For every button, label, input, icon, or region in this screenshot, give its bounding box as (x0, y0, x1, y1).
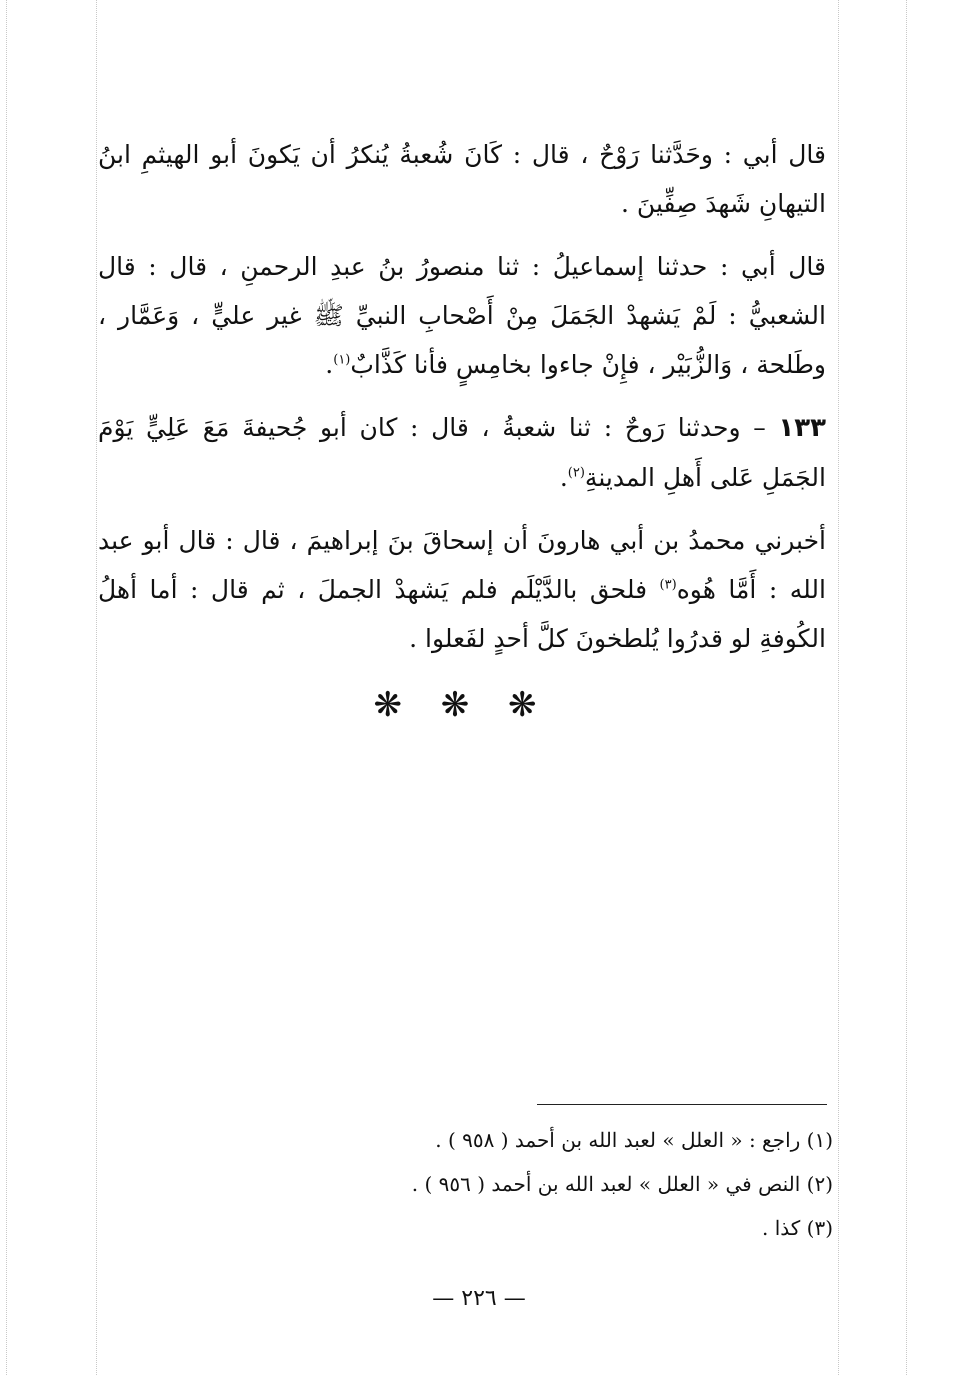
paragraph-3 (98, 403, 826, 502)
footnote-reference: (٣) (659, 577, 677, 593)
page-body (98, 130, 826, 725)
scan-margin-line (6, 0, 7, 1375)
footnote-3: (٣) كذا . (761, 1216, 833, 1240)
footnotes (300, 1118, 833, 1250)
paragraph-4 (98, 516, 826, 663)
hadith-number: ١٣٣ (778, 413, 826, 443)
paragraph-text: – وحدثنا رَوحٌ : ثنا شعبةُ ، قال : كان أبو جُحيفةَ مَعَ عَلِيٍّ يَوْمَ الجَمَلِ عَلى أَهلِ المدينةِ (98, 413, 826, 492)
footnote-reference: (١) (333, 352, 351, 368)
page-number: — ٢٢٦ — (432, 1286, 526, 1311)
paragraph-text: قال أبي : وحَدَّثنا رَوْحٌ ، قال : كَانَ شُعبةُ يُنكرُ أن يَكونَ أبو الهيثمِ ابنُ التيهانِ شَهدَ صِفِّينَ . (98, 140, 826, 218)
paragraph-text: قال أبي : حدثنا إسماعيلُ : ثنا منصورُ بنُ عبدِ الرحمنِ ، قال : قال الشعبيُّ : لَمْ يَشهدْ الجَمَلَ مِنْ أَصْحابِ النبيِّ ﷺ غير عليٍّ ، وَعَمَّار ، وطَلحة ، وَالزُّبَيْر ، فإِنْ جاءوا بخامِسٍ فأنا كَذَّابٌ (98, 252, 826, 379)
paragraph-end: . (559, 463, 568, 492)
footnote-divider (537, 1104, 827, 1105)
section-separator: ❋ ❋ ❋ (373, 685, 551, 725)
scan-margin-line (906, 0, 907, 1375)
footnote-1: (١) راجع : « العلل » لعبد الله بن أحمد ( ٩٥٨ ) . (435, 1128, 833, 1152)
paragraph-end: . (325, 350, 334, 379)
scan-margin-line (96, 0, 97, 1375)
paragraph-text: فلحق بالدَّيْلَم فلم يَشهدْ الجملَ ، ثم قال : أما أهلُ الكُوفةِ لو قدرُوا يُلطخونَ كلَّ أحدٍ لفَعلوا . (98, 575, 826, 653)
paragraph-text: أخبرني محمدُ بن أبي هارونَ أن إسحاقَ بنَ إبراهيمَ ، قال : قال أبو عبد الله : أَمَّا هُوه (98, 526, 826, 604)
footnote-2: (٢) النص في « العلل » لعبد الله بن أحمد ( ٩٥٦ ) . (411, 1172, 833, 1196)
scan-margin-line (838, 0, 839, 1375)
paragraph-2 (98, 242, 826, 389)
paragraph-1 (98, 130, 826, 228)
footnote-reference: (٢) (567, 465, 585, 481)
